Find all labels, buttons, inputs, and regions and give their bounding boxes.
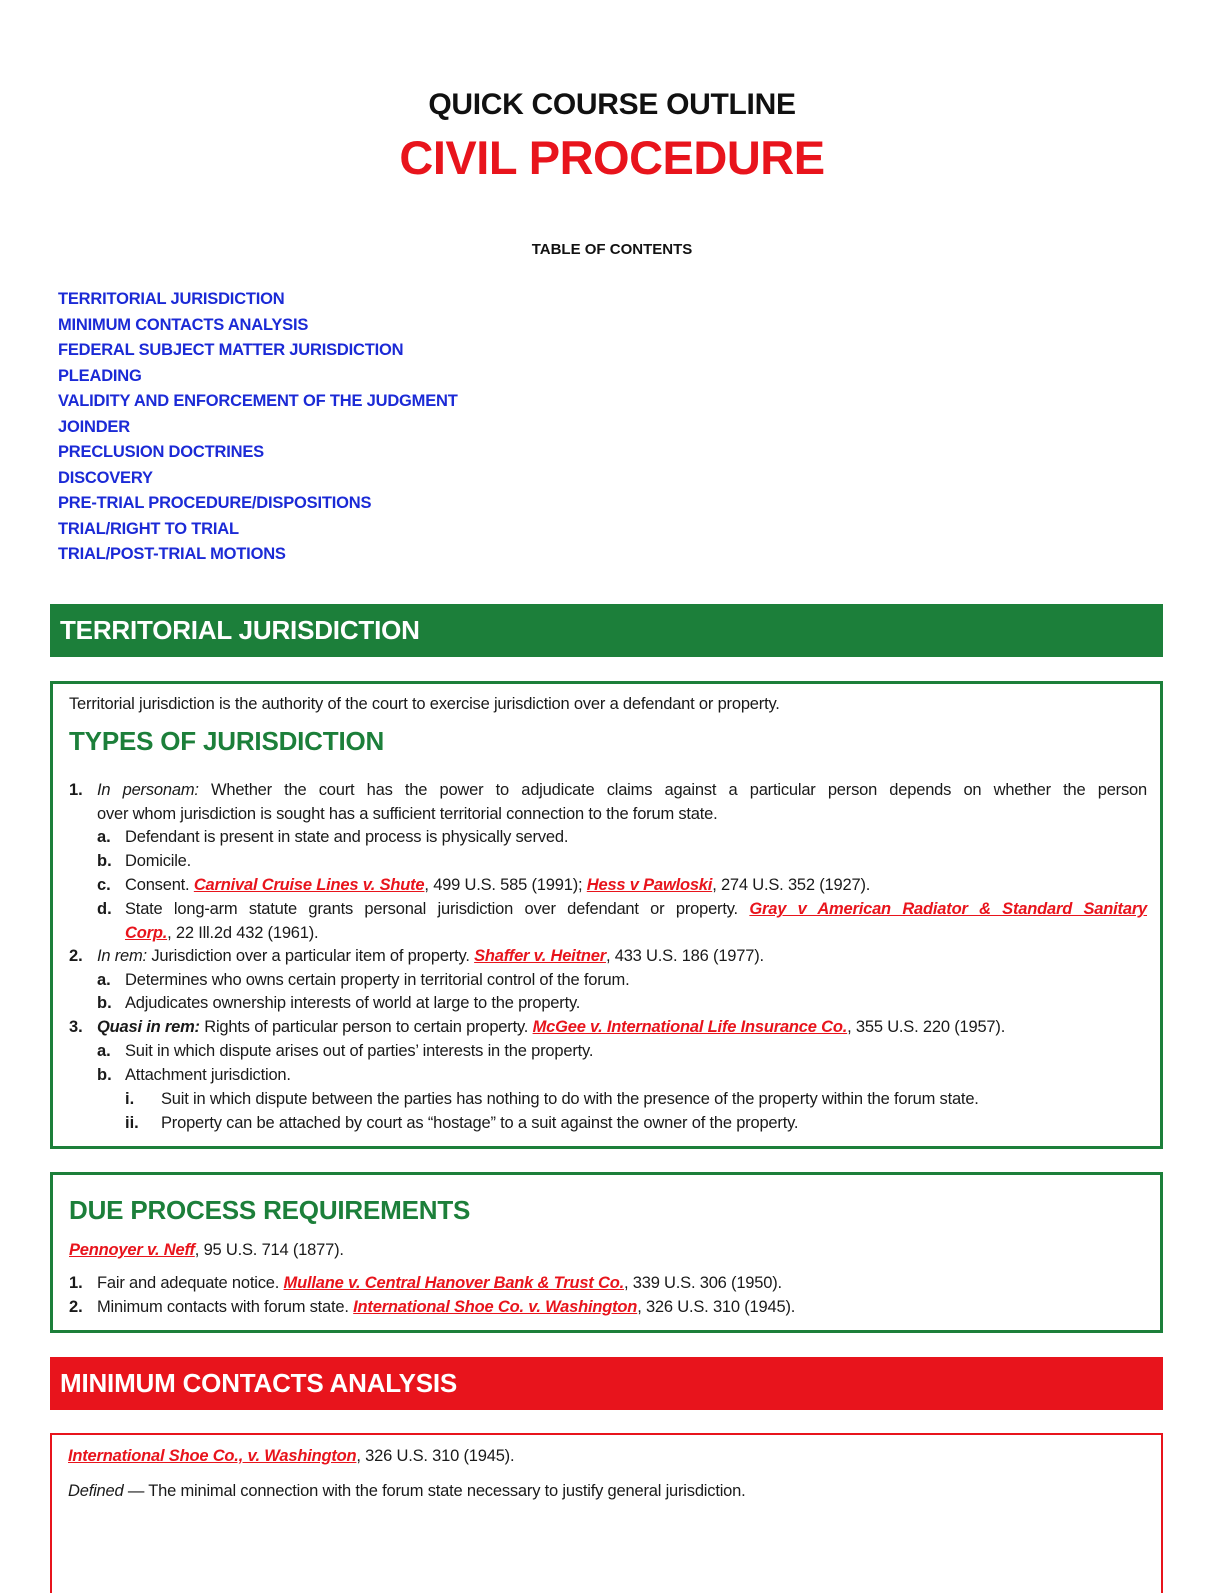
- toc-link-preclusion[interactable]: PRECLUSION DOCTRINES: [58, 443, 264, 461]
- list-number: 2.: [69, 1298, 83, 1316]
- toc-link-trial-right[interactable]: TRIAL/RIGHT TO TRIAL: [58, 519, 239, 538]
- item-text: Jurisdiction over a particular item of property.: [146, 947, 475, 965]
- toc-link-pleading[interactable]: PLEADING: [58, 366, 142, 385]
- case-link[interactable]: International Shoe Co. v. Washington: [353, 1298, 638, 1316]
- minimum-contacts-definition: [68, 1480, 746, 1504]
- territorial-content-box: [50, 681, 1163, 1149]
- toc-link-joinder[interactable]: JOINDER: [58, 417, 130, 436]
- item-text: , 339 U.S. 306 (1950).: [623, 1274, 782, 1292]
- toc-link-minimum-contacts[interactable]: MINIMUM CONTACTS ANALYSIS: [58, 315, 309, 334]
- table-of-contents: [58, 289, 458, 570]
- sublist-letter: d.: [97, 900, 112, 918]
- item-text: , 22 Ill.2d 432 (1961).: [167, 924, 319, 942]
- item-text: — The minimal connection with the forum state necessary to justify general jurisdiction.: [123, 1482, 746, 1500]
- item-text: Minimum contacts with forum state.: [97, 1298, 354, 1316]
- section-heading-minimum-contacts: MINIMUM CONTACTS ANALYSIS: [50, 1357, 1163, 1410]
- sublist-letter: a.: [97, 1042, 111, 1060]
- case-link[interactable]: Mullane v. Central Hanover Bank & Trust Co.: [283, 1274, 624, 1292]
- subsublist-item: Property can be attached by court as “hostage” to a suit against the owner of the property.: [161, 1114, 799, 1132]
- list-item-quasi-in-rem: [97, 1016, 1005, 1040]
- subsublist-item: Suit in which dispute between the parties has nothing to do with the presence of the property within the forum state.: [161, 1090, 979, 1108]
- term-label: In rem:: [97, 947, 147, 965]
- document-overline: QUICK COURSE OUTLINE: [428, 88, 796, 121]
- sublist-item-long-arm: [125, 898, 1147, 922]
- term-label: In personam:: [97, 781, 199, 799]
- sublist-letter: c.: [97, 876, 111, 894]
- toc-link-pretrial[interactable]: PRE-TRIAL PROCEDURE/DISPOSITIONS: [58, 494, 372, 512]
- list-item-min-contacts: [97, 1296, 795, 1320]
- sublist-item: Suit in which dispute arises out of parties’ interests in the property.: [125, 1042, 594, 1060]
- list-number: 3.: [69, 1018, 83, 1036]
- case-link[interactable]: Pennoyer v. Neff: [69, 1241, 195, 1259]
- item-text: Whether the court has the power to adjudicate claims against a particular person depends on whether the person: [198, 781, 1147, 799]
- list-item-in-personam: [97, 779, 1147, 803]
- sublist-item: Attachment jurisdiction.: [125, 1066, 291, 1084]
- list-number: 2.: [69, 947, 83, 965]
- sublist-letter: b.: [97, 1066, 112, 1084]
- toc-link-federal-subject-matter[interactable]: FEDERAL SUBJECT MATTER JURISDICTION: [58, 341, 404, 359]
- item-text: , 326 U.S. 310 (1945).: [637, 1298, 796, 1316]
- territorial-intro: Territorial jurisdiction is the authority of the court to exercise jurisdiction over a defendant or property.: [69, 695, 780, 713]
- sublist-letter: b.: [97, 994, 112, 1012]
- sublist-letter: a.: [97, 971, 111, 989]
- minimum-contacts-lead: [68, 1445, 514, 1469]
- item-text: , 433 U.S. 186 (1977).: [605, 947, 764, 965]
- case-link[interactable]: McGee v. International Life Insurance Co.: [532, 1018, 848, 1036]
- list-item-continuation: over whom jurisdiction is sought has a sufficient territorial connection to the forum state.: [97, 805, 718, 823]
- sublist-item: Domicile.: [125, 852, 192, 870]
- term-label: Quasi in rem:: [97, 1018, 200, 1036]
- case-link[interactable]: Shaffer v. Heitner: [474, 947, 606, 965]
- case-link[interactable]: International Shoe Co., v. Washington: [68, 1447, 357, 1465]
- section-heading-territorial: TERRITORIAL JURISDICTION: [50, 604, 1163, 657]
- list-item-notice: [97, 1272, 782, 1296]
- item-text: State long-arm statute grants personal jurisdiction over defendant or property.: [125, 900, 750, 918]
- case-link[interactable]: Carnival Cruise Lines v. Shute: [193, 876, 425, 894]
- item-text: Fair and adequate notice.: [97, 1274, 284, 1292]
- due-process-box: [50, 1172, 1163, 1333]
- sublist-item: Determines who owns certain property in territorial control of the forum.: [125, 971, 630, 989]
- list-number: 1.: [69, 781, 83, 799]
- sublist-letter: a.: [97, 828, 111, 846]
- item-text: , 355 U.S. 220 (1957).: [847, 1018, 1006, 1036]
- item-text: , 499 U.S. 585 (1991);: [424, 876, 587, 894]
- list-item-in-rem: [97, 945, 764, 969]
- item-text: , 95 U.S. 714 (1877).: [194, 1241, 344, 1259]
- toc-heading: TABLE OF CONTENTS: [531, 241, 693, 258]
- sublist-item-continuation: [125, 922, 318, 946]
- case-link[interactable]: Gray v American Radiator & Standard Sanitary: [749, 900, 1148, 918]
- case-link[interactable]: Hess v Pawloski: [586, 876, 713, 894]
- toc-link-territorial-jurisdiction[interactable]: TERRITORIAL JURISDICTION: [58, 290, 285, 308]
- due-process-lead: [69, 1239, 344, 1263]
- toc-link-post-trial[interactable]: TRIAL/POST-TRIAL MOTIONS: [58, 545, 286, 563]
- item-text: Consent.: [125, 876, 194, 894]
- document-title: CIVIL PROCEDURE: [399, 131, 825, 184]
- term-label: Defined: [68, 1482, 124, 1500]
- toc-link-discovery[interactable]: DISCOVERY: [58, 468, 153, 487]
- subsublist-numeral: ii.: [125, 1114, 139, 1132]
- types-of-jurisdiction-heading: TYPES OF JURISDICTION: [69, 726, 385, 756]
- sublist-item-consent: [125, 874, 870, 898]
- item-text: , 326 U.S. 310 (1945).: [356, 1447, 515, 1465]
- minimum-contacts-box: [50, 1433, 1163, 1593]
- subsublist-numeral: i.: [125, 1090, 135, 1108]
- due-process-heading: DUE PROCESS REQUIREMENTS: [69, 1195, 471, 1225]
- sublist-letter: b.: [97, 852, 112, 870]
- sublist-item: Adjudicates ownership interests of world at large to the property.: [125, 994, 581, 1012]
- case-link[interactable]: Corp.: [125, 924, 168, 942]
- list-number: 1.: [69, 1274, 83, 1292]
- item-text: , 274 U.S. 352 (1927).: [712, 876, 871, 894]
- item-text: Rights of particular person to certain property.: [199, 1018, 533, 1036]
- sublist-item: Defendant is present in state and process is physically served.: [125, 828, 569, 846]
- toc-link-validity-enforcement[interactable]: VALIDITY AND ENFORCEMENT OF THE JUDGMENT: [58, 392, 458, 410]
